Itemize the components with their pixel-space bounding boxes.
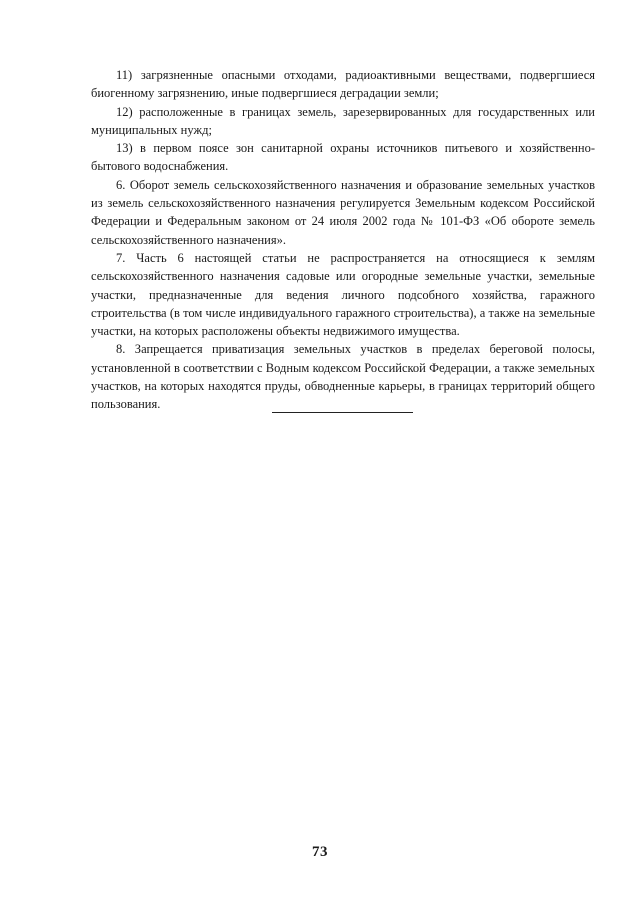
document-body (91, 66, 595, 414)
paragraph-part-8: 8. Запрещается приватизация земельных участков в пределах береговой полосы, установленной в соответствии с Водным кодексом Российской Федерации, а также земельных участков, на которых находятся пруды, обводненные карьеры, в границах территорий общего пользования. (91, 342, 595, 412)
section-end-divider (272, 412, 413, 413)
paragraph-item-12: 12) расположенные в границах земель, зарезервированных для государственных или муниципальных нужд; (91, 104, 595, 137)
page-number: 73 (312, 844, 328, 860)
paragraph-part-7: 7. Часть 6 настоящей статьи не распространяется на относящиеся к землям сельскохозяйственного назначения садовые или огородные земельные участки, земельные участки, предназначенные для ведения личного подсобного хозяйства, гаражного строительства (в том числе индивидуального гаражного строительства), а также на земельные участки, на которых расположены объекты недвижимого имущества. (91, 250, 595, 339)
paragraph-item-13: 13) в первом поясе зон санитарной охраны источников питьевого и хозяйственно-бытового водоснабжения. (91, 141, 595, 174)
paragraph-part-6: 6. Оборот земель сельскохозяйственного назначения и образование земельных участков из земель сельскохозяйственного назначения регулируется Земельным кодексом Российской Федерации и Федеральным законом от 24 июля 2002 года № 101-ФЗ «Об обороте земель сельскохозяйственного назначения». (91, 177, 595, 247)
paragraph-item-11: 11) загрязненные опасными отходами, радиоактивными веществами, подвергшиеся биогенному загрязнению, иные подвергшиеся деградации земли; (91, 68, 595, 101)
